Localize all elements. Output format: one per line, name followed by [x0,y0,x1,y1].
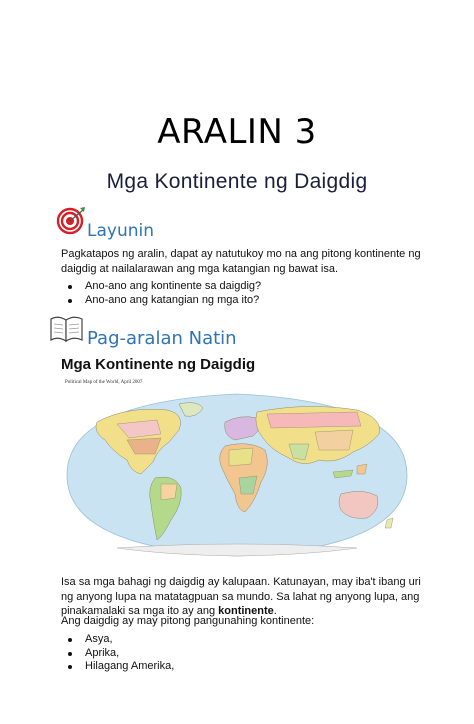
continents-list [68,633,174,674]
pag-aralan-heading: Pag-aralan Natin [87,328,237,349]
target-icon [56,206,86,236]
map-caption: Political Map of the World, April 2007 [65,380,143,385]
layunin-heading: Layunin [87,221,154,241]
continents-intro: Ang daigdig ay may pitong pangunahing kontinente: [61,615,315,627]
list-item: Asya, [68,633,174,647]
list-item: Hilagang Amerika, [68,660,174,674]
kontinente-paragraph-end: . [273,605,277,617]
kontinente-paragraph-text: Isa sa mga bahagi ng daigdig ay kalupaan. Katunayan, may iba't ibang uri ng anyong lupa na matatagpuan sa mundo. Sa lahat ng anyong lupa, ang pinakamalaki sa mga ito ay ang [61,576,421,617]
kontinente-keyword: kontinente [218,605,274,617]
world-map [57,380,417,565]
world-map-image [57,380,417,565]
lesson-subtitle: Mga Kontinente ng Daigdig [106,170,368,193]
layunin-paragraph: Pagkatapos ng aralin, dapat ay natutukoy mo na ang pitong kontinente ng daigdig at nailalarawan ang mga katangian ng bawat isa. [61,248,421,275]
list-item: Ano-ano ang katangian ng mga ito? [68,294,261,308]
lesson-title: ARALIN 3 [157,112,317,152]
layunin-question-list [68,280,261,307]
list-item: Ano-ano ang kontinente sa daigdig? [68,280,261,294]
book-icon [48,311,86,343]
map-section-heading: Mga Kontinente ng Daigdig [61,356,256,373]
kontinente-paragraph [61,575,421,619]
list-item: Aprika, [68,647,174,661]
